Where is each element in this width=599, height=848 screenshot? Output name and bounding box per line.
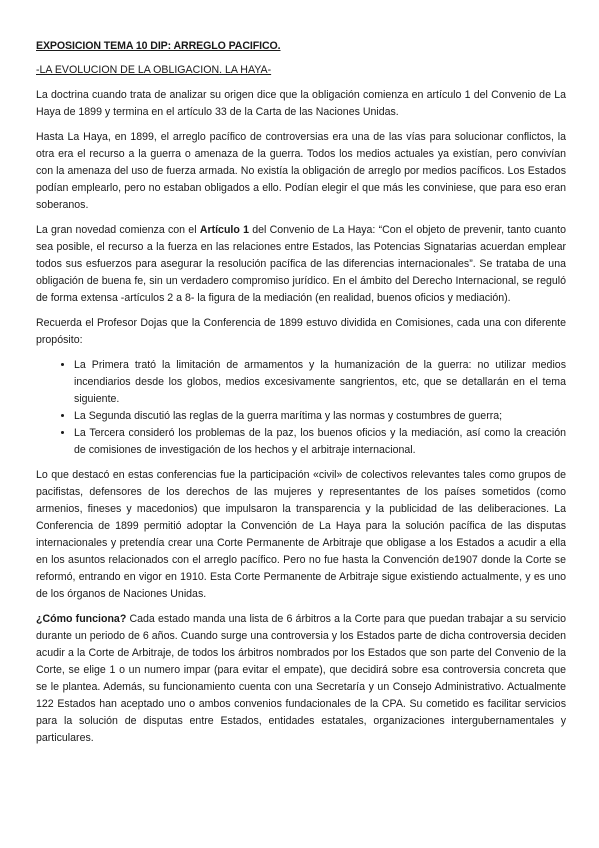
document-page [36, 38, 566, 755]
section-subtitle: -LA EVOLUCION DE LA OBLIGACION. LA HAYA- [36, 64, 272, 76]
list-item: • La Primera trató la limitación de armamentos y la humanización de la guerra: no utilizar medios incendiarios desde los globos, medios excesivamente sangrientos, etc, que se detallarán en el tema siguiente. [74, 357, 566, 408]
paragraph-2: Hasta La Haya, en 1899, el arreglo pacífico de controversias era una de las vías para solucionar conflictos, la otra era el recurso a la guerra o amenaza de la guerra. Todos los medios actuales ya existían, pero convivían con la amenaza del uso de fuerza armada. No existía la obligación de arreglo por medios pacíficos. Los Estados podían emplearlo, pero no estaban obligados a ello. Podían elegir el que más les conviniese, que para eso eran soberanos. [36, 131, 566, 211]
paragraph-1: La doctrina cuando trata de analizar su origen dice que la obligación comienza en artículo 1 del Convenio de La Haya de 1899 y termina en el artículo 33 de la Carta de las Naciones Unidas. [36, 89, 566, 118]
how-it-works-heading: ¿Cómo funciona? [36, 613, 127, 625]
document-title: EXPOSICION TEMA 10 DIP: ARREGLO PACIFICO. [36, 40, 281, 52]
paragraph-3-intro: La gran novedad comienza con el [36, 224, 200, 236]
list-item: • La Tercera consideró los problemas de la paz, los buenos oficios y la mediación, así como la creación de comisiones de investigación de los hechos y el arbitraje internacional. [74, 425, 566, 459]
list-item: • La Segunda discutió las reglas de la guerra marítima y las normas y costumbres de guerra; [74, 408, 566, 425]
paragraph-5: Lo que destacó en estas conferencias fue la participación «civil» de colectivos relevantes tales como grupos de pacifistas, defensores de los derechos de las mujeres y representantes de los países sometidos (como armenios, fineses y macedonios) que impulsaron la transparencia y la publicidad de las deliberaciones. La Conferencia de 1899 permitió adoptar la Convención de La Haya para la solución pacífica de las disputas internacionales y pretendía crear una Corte Permanente de Arbitraje que obligase a los Estados a acudir a ella en los asuntos relacionados con el arreglo pacífico. Pero no fue hasta la Convención de1907 donde la Corte se reformó, entrando en vigor en 1910. Esta Corte Permanente de Arbitraje sigue existiendo actualmente, y es uno de los órganos de Naciones Unidas. [36, 469, 566, 600]
paragraph-3-body: del Convenio de La Haya: “Con el objeto de prevenir, tanto cuanto sea posible, el recurso a la fuerza en las relaciones entre Estados, las Potencias Signatarias acuerdan emplear todos sus esfuerzos para asegurar la resolución pacífica de las diferencias internacionales”. Se trataba de una obligación de buena fe, sin un verdadero compromiso jurídico. En el ámbito del Derecho Internacional, se reguló de forma extensa -artículos 2 a 8- la figura de la mediación (en realidad, buenos oficios y mediación). [36, 224, 566, 304]
paragraph-6-body: Cada estado manda una lista de 6 árbitros a la Corte para que puedan trabajar a su servicio durante un periodo de 6 años. Cuando surge una controversia y los Estados parte de dicha controversia deciden acudir a la Corte de Arbitraje, de todos los árbitros nombrados por los Estados que son parte del Convenio de la Corte, se elige 1 o un numero impar (para evitar el empate), que decidirá sobre esa controversia concreta que se le plantea. Además, su funcionamiento cuenta con una Secretaría y un Consejo Administrativo. Actualmente 122 Estados han aceptado uno o ambos convenios fundacionales de la CPA. Su cometido es facilitar servicios para la solución de disputas entre Estados, entidades estatales, organizaciones intergubernamentales y particulares. [36, 613, 566, 744]
paragraph-3 [36, 222, 566, 307]
commissions-list [36, 357, 566, 459]
article-1-emphasis: Artículo 1 [199, 224, 249, 236]
paragraph-6 [36, 611, 566, 747]
paragraph-4: Recuerda el Profesor Dojas que la Conferencia de 1899 estuvo dividida en Comisiones, cada una con diferente propósito: [36, 317, 566, 346]
